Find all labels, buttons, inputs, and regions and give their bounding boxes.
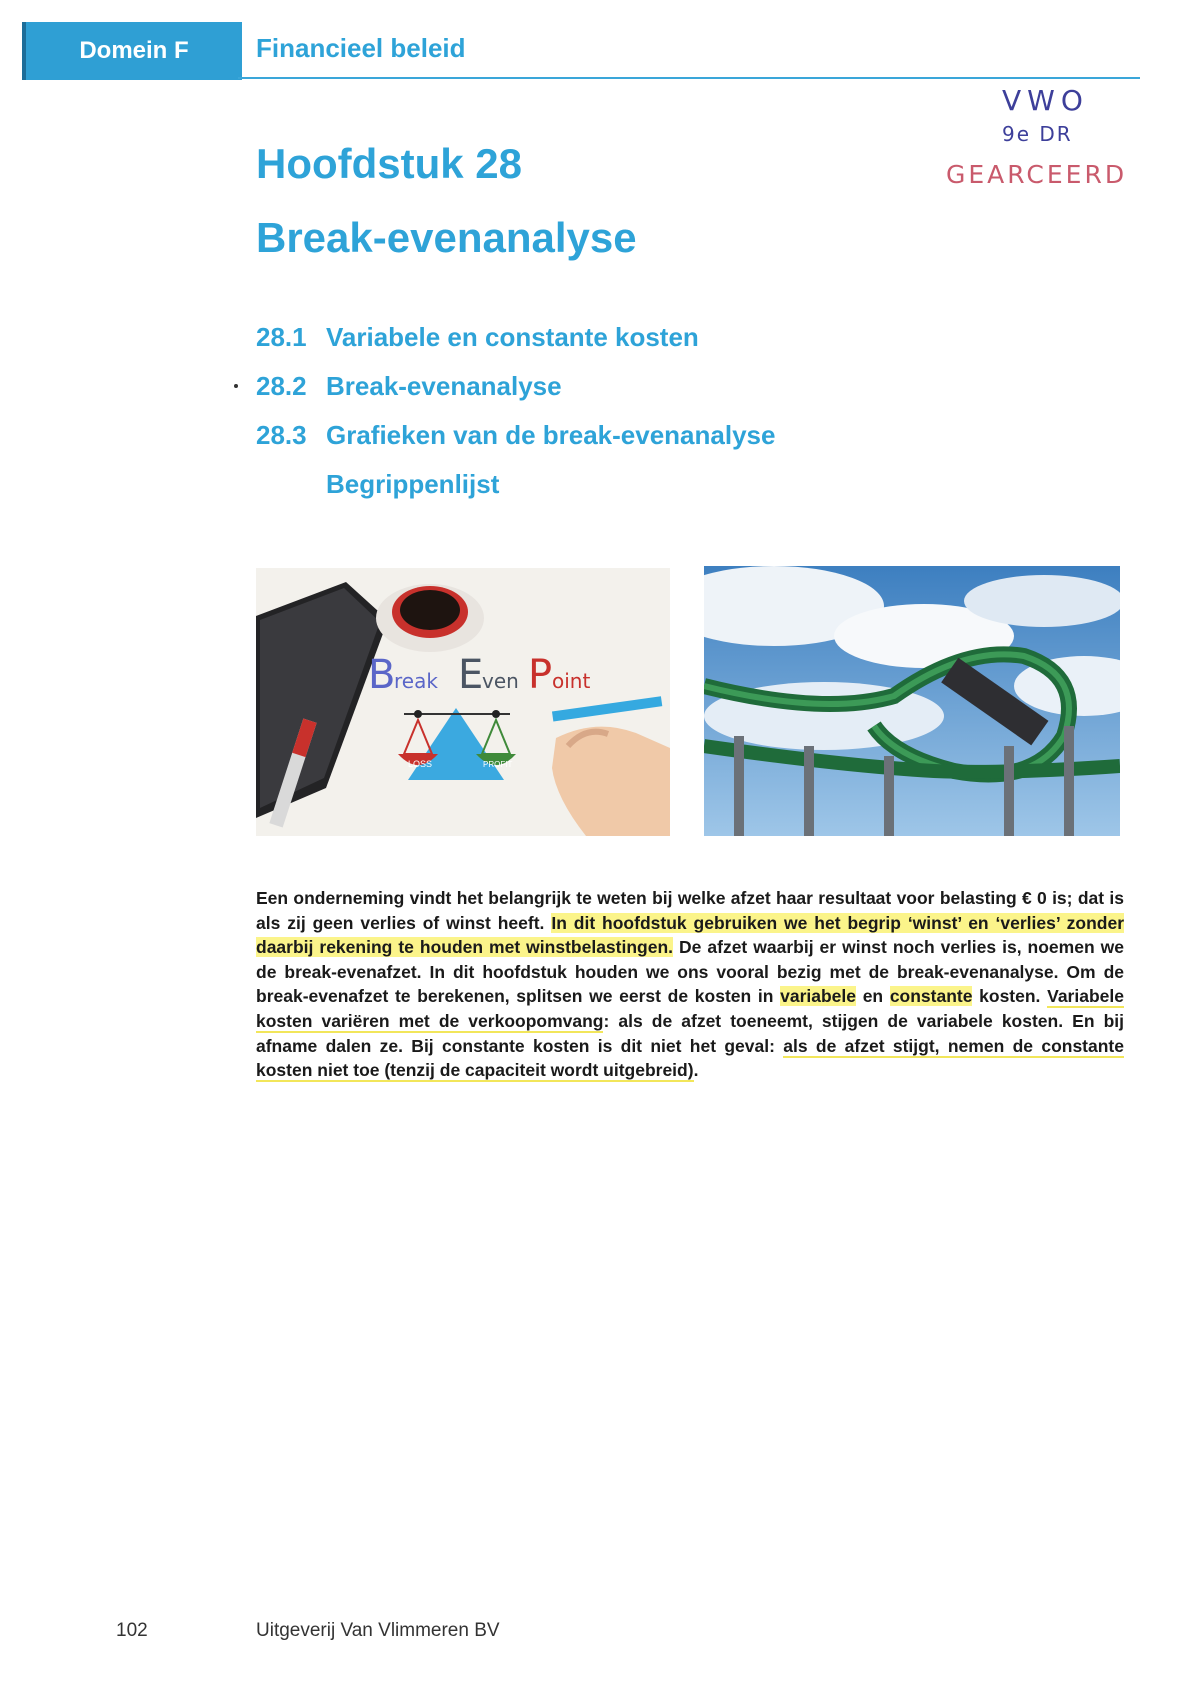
toc-item[interactable] [256,469,775,518]
intro-text: . [693,1060,699,1081]
intro-highlight-constante: constante [889,986,973,1007]
intro-underline: als de afzet stijgt, nemen de constante kosten niet toe (tenzij de capaciteit wordt uitgebreid) [256,1035,1124,1081]
margin-dot [234,384,238,388]
toc-number: 28.2 [256,371,307,401]
intro-highlight-variabele: variabele [780,986,857,1007]
intro-text: Een onderneming vindt het belangrijk te weten bij welke afzet haar resultaat voor belasting € 0 is; dat is als zij geen verlies of winst heeft. [256,888,1124,933]
section-title: Financieel beleid [256,33,466,63]
profit-text: PROFIT [483,760,513,769]
intro-text: en [856,986,890,1007]
page-number: 102 [116,1620,148,1641]
letter-p: P [528,652,553,698]
intro-paragraph [256,886,1124,1083]
toc-label: Begrippenlijst [326,469,500,499]
word-reak: reak [394,669,438,693]
handwritten-note-vwo: VWO [1002,84,1089,117]
letter-e: E [458,652,484,698]
chapter-number: Hoofdstuk 28 [256,140,523,187]
handwritten-note-gearceerd: GEARCEERD [946,160,1128,189]
word-oint: oint [552,669,591,693]
intro-underline: Variabele kosten variëren met de verkoopomvang [256,986,1124,1031]
handwritten-note-dr: 9e DR [1002,122,1073,146]
domain-tab: Domein F [22,22,242,80]
table-of-contents [256,322,775,518]
roller-coaster-photo [704,566,1120,836]
toc-item[interactable] [256,322,775,371]
chapter-title: Break-evenanalyse [256,214,637,261]
intro-text: : als de afzet toeneemt, stijgen de variabele kosten. En bij afname dalen ze. Bij constante kosten is dit niet het geval: [256,1010,1124,1056]
header-rule [238,77,1140,79]
break-even-photo [256,568,670,836]
intro-text: kosten. [972,986,1048,1007]
word-ven: ven [482,669,519,693]
toc-label: Grafieken van de break-evenanalyse [326,420,776,450]
publisher: Uitgeverij Van Vlimmeren BV [256,1620,500,1641]
toc-item[interactable] [256,420,775,469]
intro-text: De afzet waarbij er winst noch verlies is, noemen we de break-evenafzet. In dit hoofdstuk houden we ons vooral bezig met de break-evenanalyse. Om de break-evenafzet te berekenen, splitsen we eerst de kosten in [256,937,1124,1007]
toc-label: Variabele en constante kosten [326,322,699,352]
toc-number: 28.1 [256,322,307,352]
loss-text: LOSS [408,759,433,769]
toc-item[interactable] [256,371,775,420]
intro-highlight: In dit hoofdstuk gebruiken we het begrip ‘winst’ en ‘verlies’ zonder daarbij rekening te houden met winstbelastingen. [256,912,1125,958]
toc-number: 28.3 [256,420,307,450]
toc-label: Break-evenanalyse [326,371,562,401]
letter-b: B [368,652,396,698]
